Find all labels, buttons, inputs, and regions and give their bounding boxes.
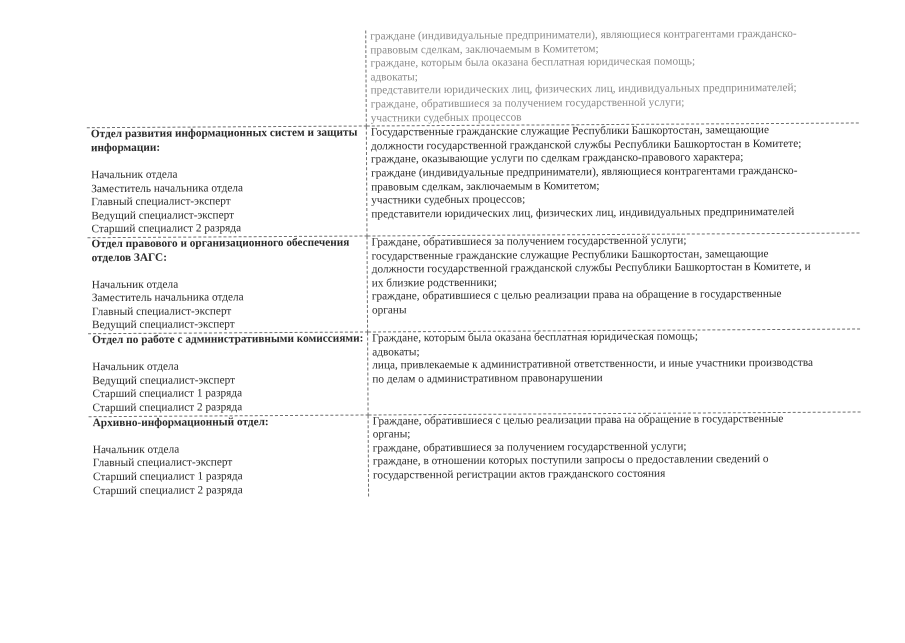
table-row xyxy=(87,233,860,334)
position-item: Начальник отдела xyxy=(92,360,179,374)
table-row xyxy=(86,28,859,128)
positions-list xyxy=(91,167,363,237)
table-row xyxy=(87,123,860,237)
category-item: представители юридических лиц, физических лиц, индивидуальных предпринимателей xyxy=(371,205,795,221)
category-item: Граждане, которым была оказана бесплатная юридическая помощь; xyxy=(372,330,698,345)
positions-list xyxy=(93,442,365,498)
position-item: Начальник отдела xyxy=(91,168,178,182)
category-item: Граждане, обратившиеся за получением государственной услуги; xyxy=(371,234,687,249)
category-item: органы xyxy=(371,304,407,317)
category-item: представители юридических лиц, физических лиц, индивидуальных предпринимателей; xyxy=(370,82,797,97)
departments-table xyxy=(86,28,861,499)
position-item: Ведущий специалист-эксперт xyxy=(91,209,235,222)
position-item: Главный специалист-эксперт xyxy=(92,456,233,470)
department-cell xyxy=(86,31,366,128)
department-name: Архивно-информационный отдел: xyxy=(92,415,269,429)
categories-cell xyxy=(368,412,861,497)
positions-list xyxy=(92,277,364,333)
category-item: граждане, в отношении которых поступили запросы о предоставлении сведений о xyxy=(372,453,769,468)
categories-cell xyxy=(367,233,860,332)
category-item: граждане, обратившиеся за получением государственной услуги; xyxy=(372,440,687,455)
category-item: должности государственной гражданской службы Республики Башкортостан в Комитете, и xyxy=(371,260,811,276)
category-item: граждане (индивидуальные предприниматели), являющиеся контрагентами гражданско- xyxy=(371,164,798,180)
department-cell xyxy=(87,126,367,237)
position-item: Заместитель начальника отдела xyxy=(91,291,244,305)
category-item: граждане (индивидуальные предприниматели), являющиеся контрагентами гражданско- xyxy=(370,27,797,43)
position-item: Старший специалист 1 разряда xyxy=(92,387,243,401)
category-item: лица, привлекаемые к административной ответственности, и иные участники производства xyxy=(372,357,814,372)
position-item: Старший специалист 1 разряда xyxy=(92,470,243,484)
category-item: граждане, оказывающие услуги по сделкам гражданско-правового характера; xyxy=(370,151,744,166)
category-item: адвокаты; xyxy=(370,70,418,84)
department-name: Отдел правового и организационного обеспечения отделов ЗАГС: xyxy=(91,236,350,264)
position-item: Старший специалист 2 разряда xyxy=(92,483,243,497)
position-item: Начальник отдела xyxy=(92,443,180,456)
category-item: участники судебных процессов; xyxy=(371,193,526,207)
category-item: органы; xyxy=(372,428,411,441)
category-item: правовым сделкам, заключаемым в Комитетом; xyxy=(371,179,600,194)
category-item: адвокаты; xyxy=(372,345,420,359)
categories-cell xyxy=(368,329,861,415)
position-item: Заместитель начальника отдела xyxy=(91,181,244,195)
position-item: Начальник отдела xyxy=(91,278,179,291)
department-cell xyxy=(87,236,367,334)
category-item: участники судебных процессов xyxy=(370,111,522,125)
department-name: Отдел развития информационных систем и защиты информации: xyxy=(90,126,358,154)
category-item: граждане, обратившиеся с целью реализации права на обращение в государственные xyxy=(371,288,782,303)
category-item: граждане, которым была оказана бесплатная юридическая помощь; xyxy=(370,55,696,70)
department-name: Отдел по работе с административными комиссиями: xyxy=(92,332,364,347)
categories-cell xyxy=(366,28,859,127)
position-item: Старший специалист 2 разряда xyxy=(92,401,243,415)
table-row xyxy=(89,412,861,499)
category-item: Граждане, обратившиеся с целью реализации права на обращение в государственные xyxy=(372,412,784,428)
table-body xyxy=(86,28,861,499)
category-item: должности государственной гражданской службы Республики Башкортостан в Комитете; xyxy=(370,137,802,153)
department-cell xyxy=(89,415,369,499)
category-item: граждане, обратившиеся за получением государственной услуги; xyxy=(370,96,685,111)
position-item: Главный специалист-эксперт xyxy=(91,195,231,209)
category-item: их близкие родственники; xyxy=(371,276,498,290)
department-cell xyxy=(88,332,368,416)
categories-cell xyxy=(366,123,859,236)
positions-list xyxy=(92,360,364,416)
category-item: по делам о административном правонарушении xyxy=(372,371,603,386)
table-row xyxy=(88,329,860,416)
category-item: Государственные гражданские служащие Республики Башкортостан, замещающие xyxy=(370,124,769,139)
position-item: Ведущий специалист-эксперт xyxy=(92,374,236,388)
position-item: Ведущий специалист-эксперт xyxy=(91,318,235,332)
category-item: государственные гражданские служащие Республики Башкортостан, замещающие xyxy=(371,247,769,262)
category-item: правовым сделкам, заключаемым в Комитетом; xyxy=(370,42,599,57)
category-item: государственной регистрации актов гражданского состояния xyxy=(372,467,666,482)
position-item: Главный специалист-эксперт xyxy=(91,305,232,319)
position-item: Старший специалист 2 разряда xyxy=(91,222,242,236)
